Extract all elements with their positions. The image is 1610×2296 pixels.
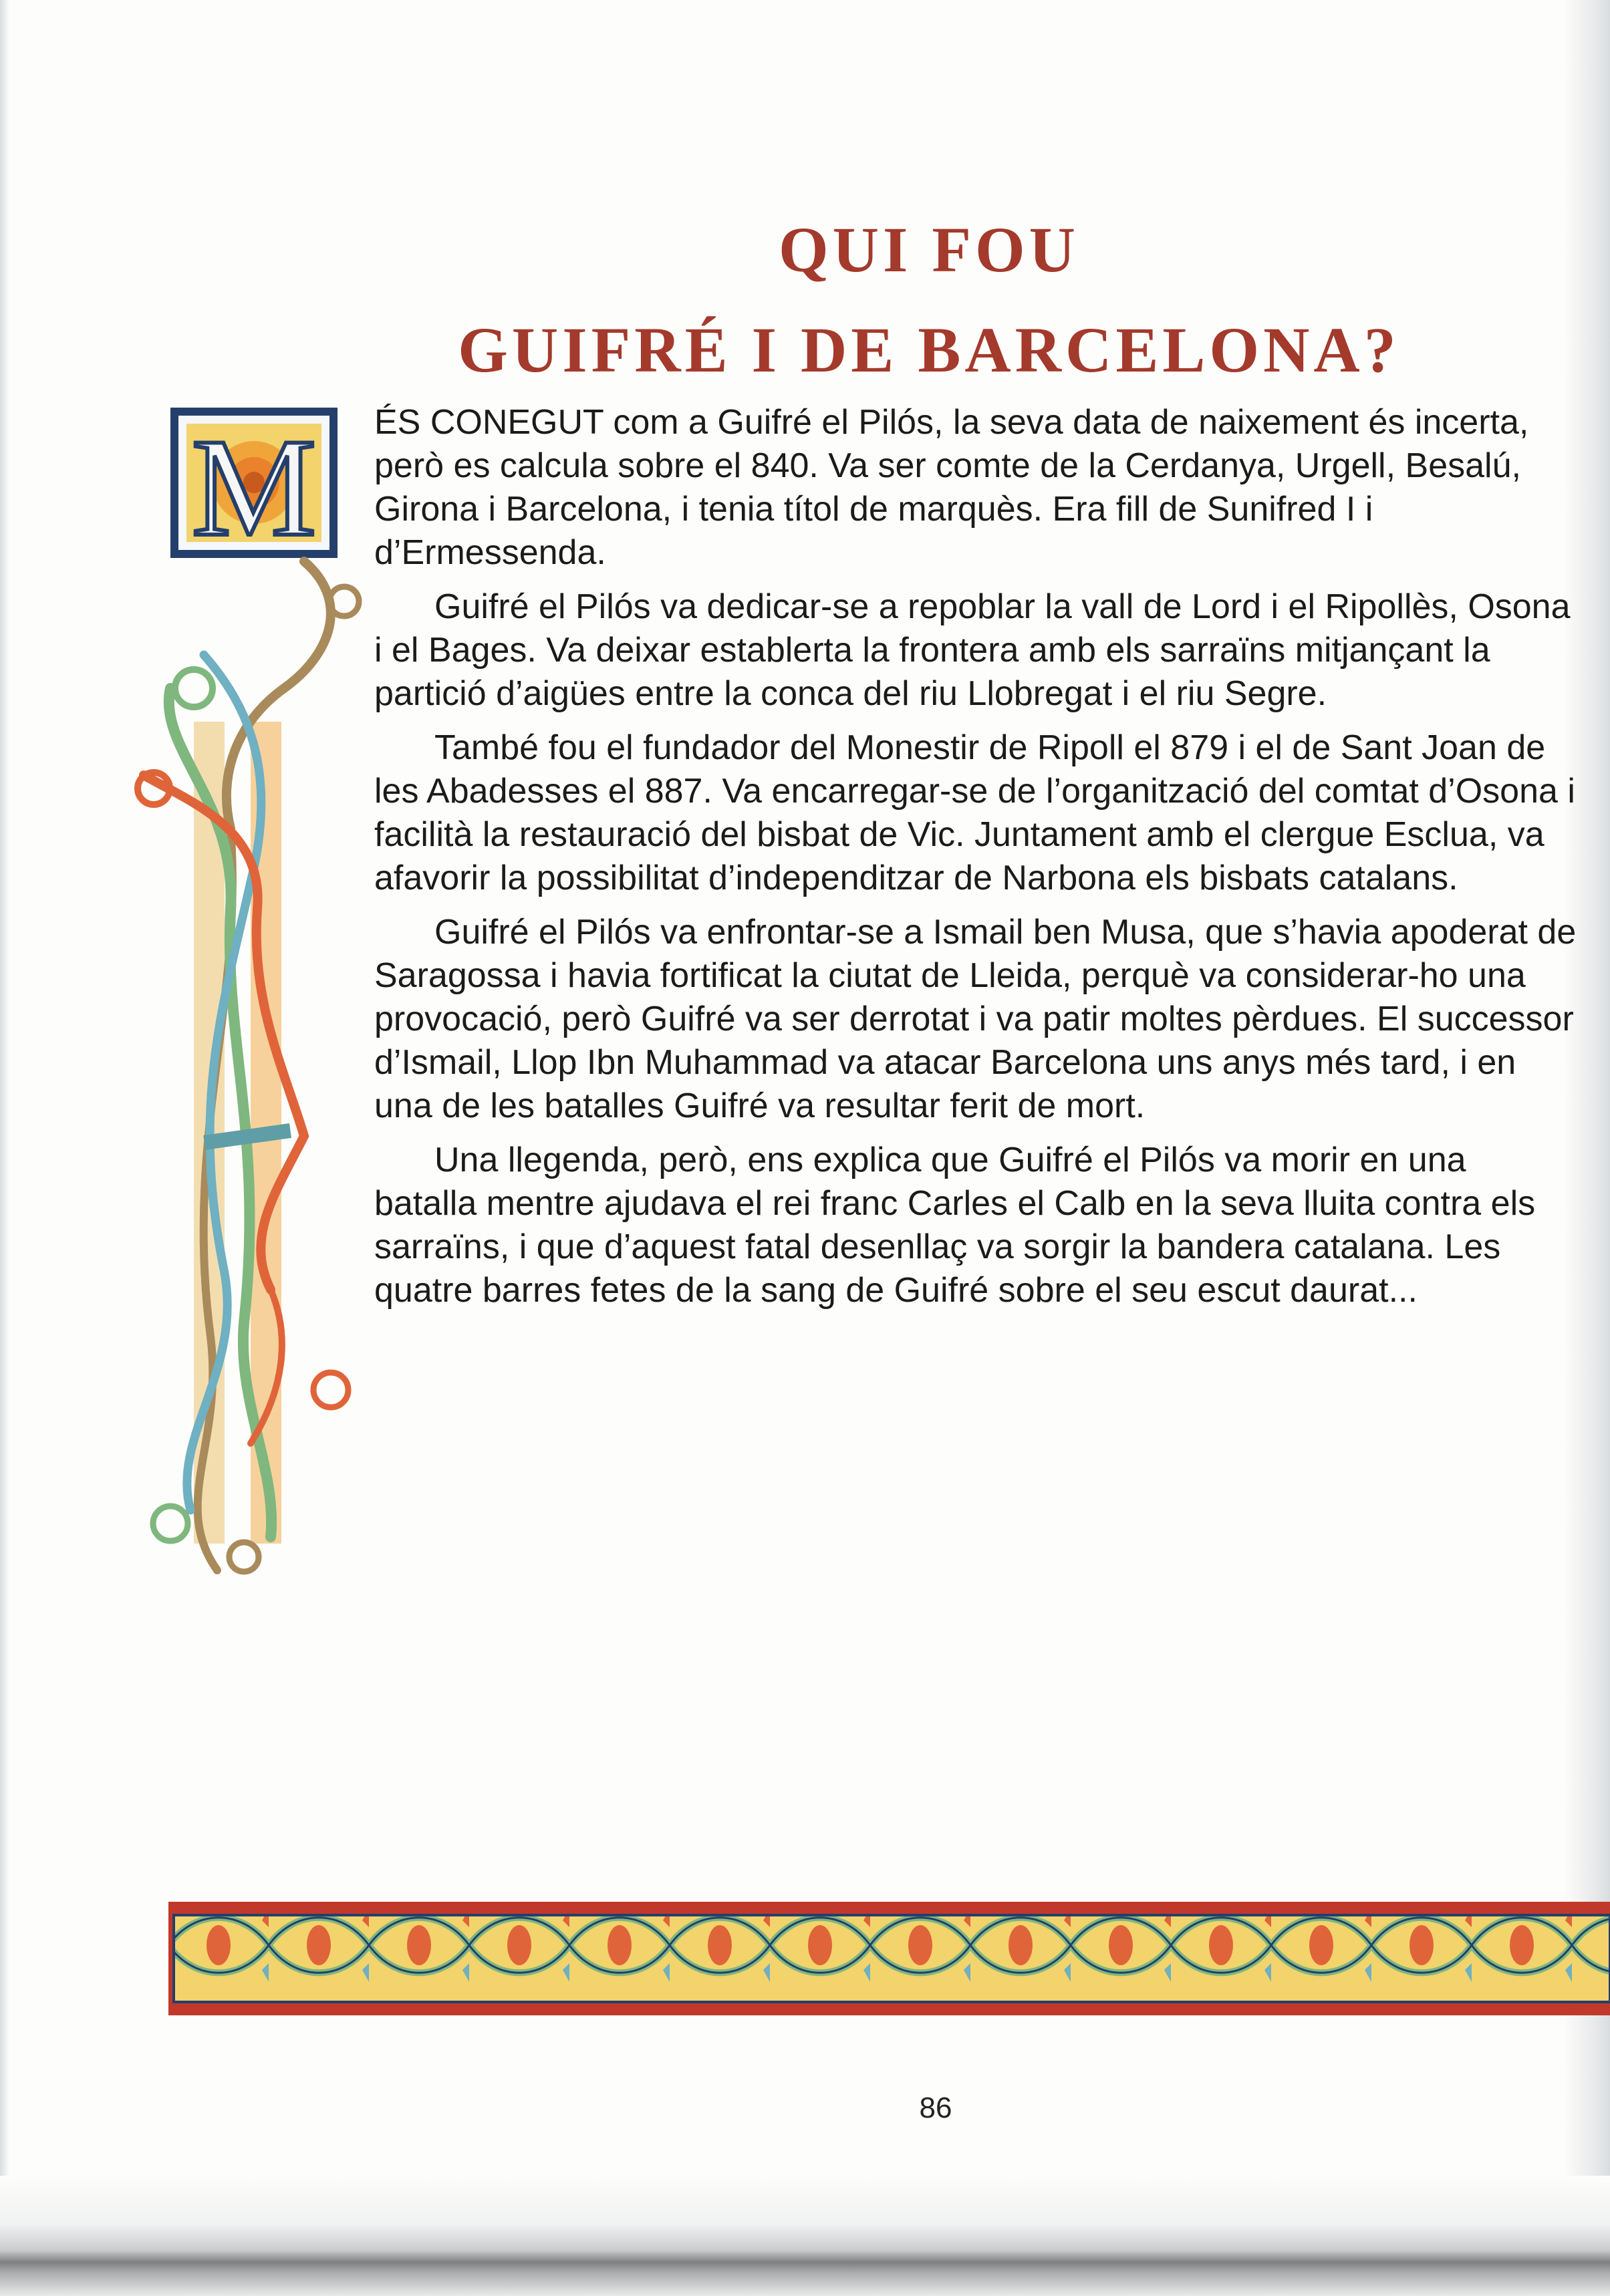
drop-cap-box (170, 408, 338, 565)
page-number: 86 (919, 2092, 952, 2124)
decorative-border-band (168, 1895, 1610, 2022)
paragraph: També fou el fundador del Monestir de Ripoll el 879 i el de Sant Joan de les Abadesses el 887. Va encarregar-se de l’organització del comtat d’Osona i facilità la restauració del bisbat de Vic. Juntament amb el clergue Esclua, va afavorir la possibilitat d’independitzar de Narbona els bisbats catalans. (374, 728, 1575, 897)
article-body (374, 401, 1577, 1323)
title-line-2: GUIFRÉ I DE BARCELONA? (458, 314, 1400, 386)
paragraph: Guifré el Pilós va enfrontar-se a Ismail ben Musa, que s’havia apoderat de Saragossa i havia fortificat la ciutat de Lleida, perquè va considerar-ho una provocació, però Guifré va ser derrotat i va patir moltes pèrdues. El successor d’Ismail, Llop Ibn Muhammad va atacar Barcelona uns anys més tard, i en una de les batalles Guifré va resultar ferit de mort. (374, 913, 1577, 1125)
page-bottom-edge (0, 2176, 1610, 2296)
paragraph: ÉS CONEGUT com a Guifré el Pilós, la seva data de naixement és incerta, però es calcula sobre el 840. Va ser comte de la Cerdanya, Urgell, Besalú, Girona i Barcelona, i tenia títol de marquès. Era fill de Sunifred I i d’Ermessenda. (374, 403, 1529, 572)
title-line-1: QUI FOU (779, 214, 1079, 286)
border-knotwork (174, 1915, 1610, 2002)
page-title (401, 200, 1457, 400)
drop-cap-letter: M (191, 410, 317, 565)
paragraph: Una llegenda, però, ens explica que Guifré el Pilós va morir en una batalla mentre ajudava el rei franc Carles el Calb en la seva lluita contra els sarraïns, i que d’aquest fatal desenllaç va sorgir la bandera catalana. Les quatre barres fetes de la sang de Guifré sobre el seu escut daurat... (374, 1141, 1536, 1310)
page-gutter-shadow (0, 0, 9, 2296)
vine-ornament (138, 561, 359, 1572)
illuminated-initial (130, 401, 378, 1604)
paragraph: Guifré el Pilós va dedicar-se a repoblar la vall de Lord i el Ripollès, Osona i el Bages. Va deixar establerta la frontera amb els sarraïns mitjançant la partició d’aigües entre la conca del riu Llobregat i el riu Segre. (374, 587, 1571, 713)
